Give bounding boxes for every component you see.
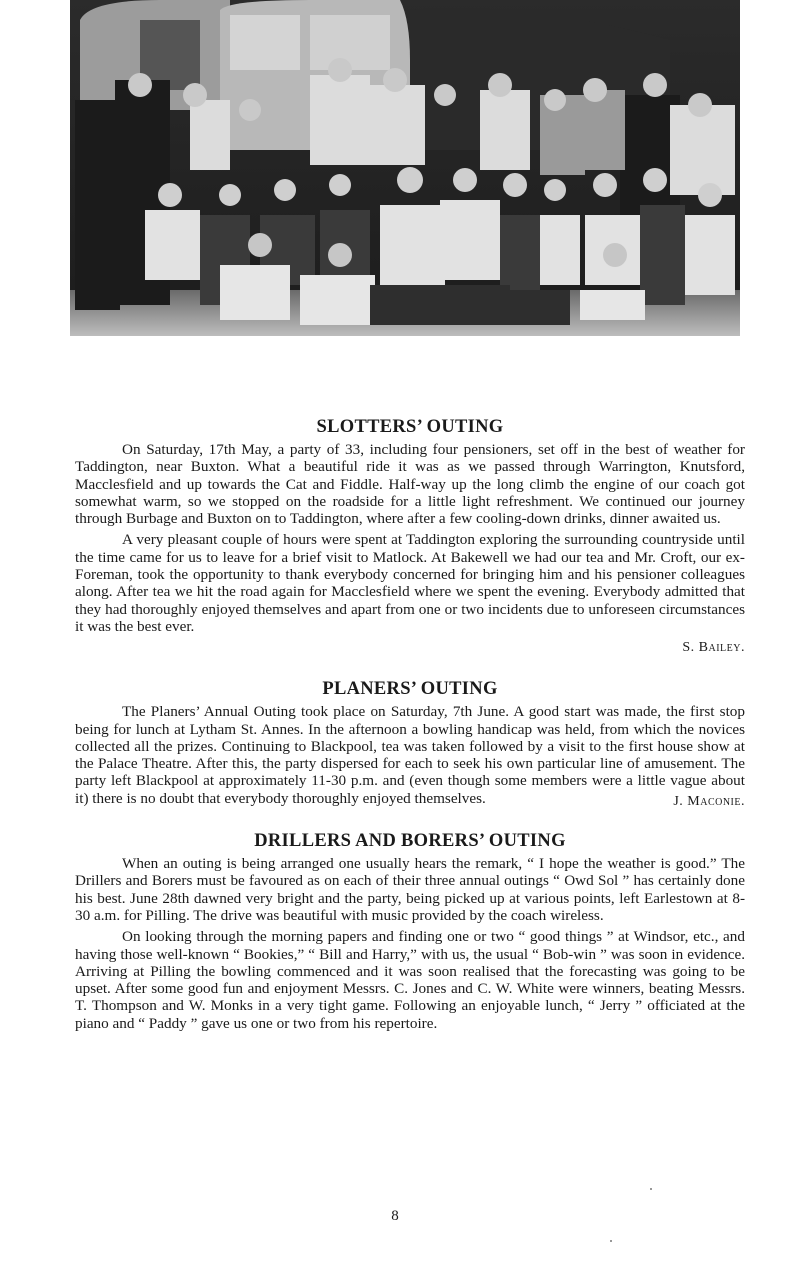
section-title: SLOTTERS’ OUTING	[316, 417, 504, 437]
section-planers-outing	[75, 677, 745, 811]
section-title: DRILLERS AND BORERS’ OUTING	[254, 831, 566, 852]
paragraph: On Saturday, 17th May, a party of 33, including four pensioners, set off in the best of weather for Taddington, near Buxton. What a beautiful ride it was as we passed through Warrington, Knutsford, Macclesfield and up towards the Cat and Fiddle. Half-way up the long climb the engine of our coach got somewhat warm, so we stopped on the roadside for a little light refreshment. We continued our journey through Burbage and Buxton on to Taddington, where after a few cooling-down drinks, dinner awaited us.	[75, 441, 745, 528]
section-title: PLANERS’ OUTING	[322, 679, 498, 700]
author-signature: S. Bailey.	[682, 640, 745, 656]
section-drillers-and-borers-outing	[75, 829, 745, 1032]
scan-speck	[610, 1240, 612, 1242]
paragraph: A very pleasant couple of hours were spent at Taddington exploring the surrounding countryside until the time came for us to leave for a brief visit to Matlock. At Bakewell we had our tea and Mr. Croft, our ex-Foreman, took the opportunity to thank everybody concerned for bringing him and his pensioner colleagues along. After tea we hit the road again for Macclesfield where we spent the evening. Everybody admitted that they had thoroughly enjoyed themselves and apart from one or two incidents due to unforeseen circumstances it was the best ever.	[75, 531, 745, 635]
section-slotters-outing	[75, 415, 745, 657]
author-signature: J. Maconie.	[673, 794, 745, 810]
paragraph: On looking through the morning papers and finding one or two “ good things ” at Windsor, etc., and having those well-known “ Bookies,” “ Bill and Harry,” with us, the usual “ Bob-win ” was soon in evidence. Arriving at Pilling the bowling commenced and it was soon realised that the forecasting was going to be upset. After some good fun and enjoyment Messrs. C. Jones and C. W. White were winners, beating Messrs. T. Thompson and W. Monks in a very tight game. Following an enjoyable lunch, “ Jerry ” officiated at the piano and “ Paddy ” gave us one or two from his repertoire.	[75, 928, 745, 1032]
group-photo-illustration	[70, 0, 740, 336]
paragraph: When an outing is being arranged one usually hears the remark, “ I hope the weather is good.” The Drillers and Borers must be favoured as on each of their three annual outings “ Owd Sol ” has certainly done his best. June 28th dawned very bright and the party, being picked up at various points, left Earlestown at 8-30 a.m. for Pilling. The drive was beautiful with music provided by the coach wireless.	[75, 855, 745, 924]
article-body	[75, 415, 745, 1036]
group-photograph	[70, 0, 740, 336]
page-number: 8	[391, 1208, 399, 1224]
scan-speck	[650, 1188, 652, 1190]
paragraph: The Planers’ Annual Outing took place on Saturday, 7th June. A good start was made, the first stop being for lunch at Lytham St. Annes. In the afternoon a bowling handicap was held, from which the novices collected all the prizes. Continuing to Blackpool, tea was taken followed by a visit to the first house show at the Palace Theatre. After this, the party dispersed for each to seek his own particular line of amusement. The party left Blackpool at approximately 11-30 p.m. and (even though some members were a little vague about it) there is no doubt that everybody thoroughly enjoyed themselves.	[75, 703, 745, 807]
